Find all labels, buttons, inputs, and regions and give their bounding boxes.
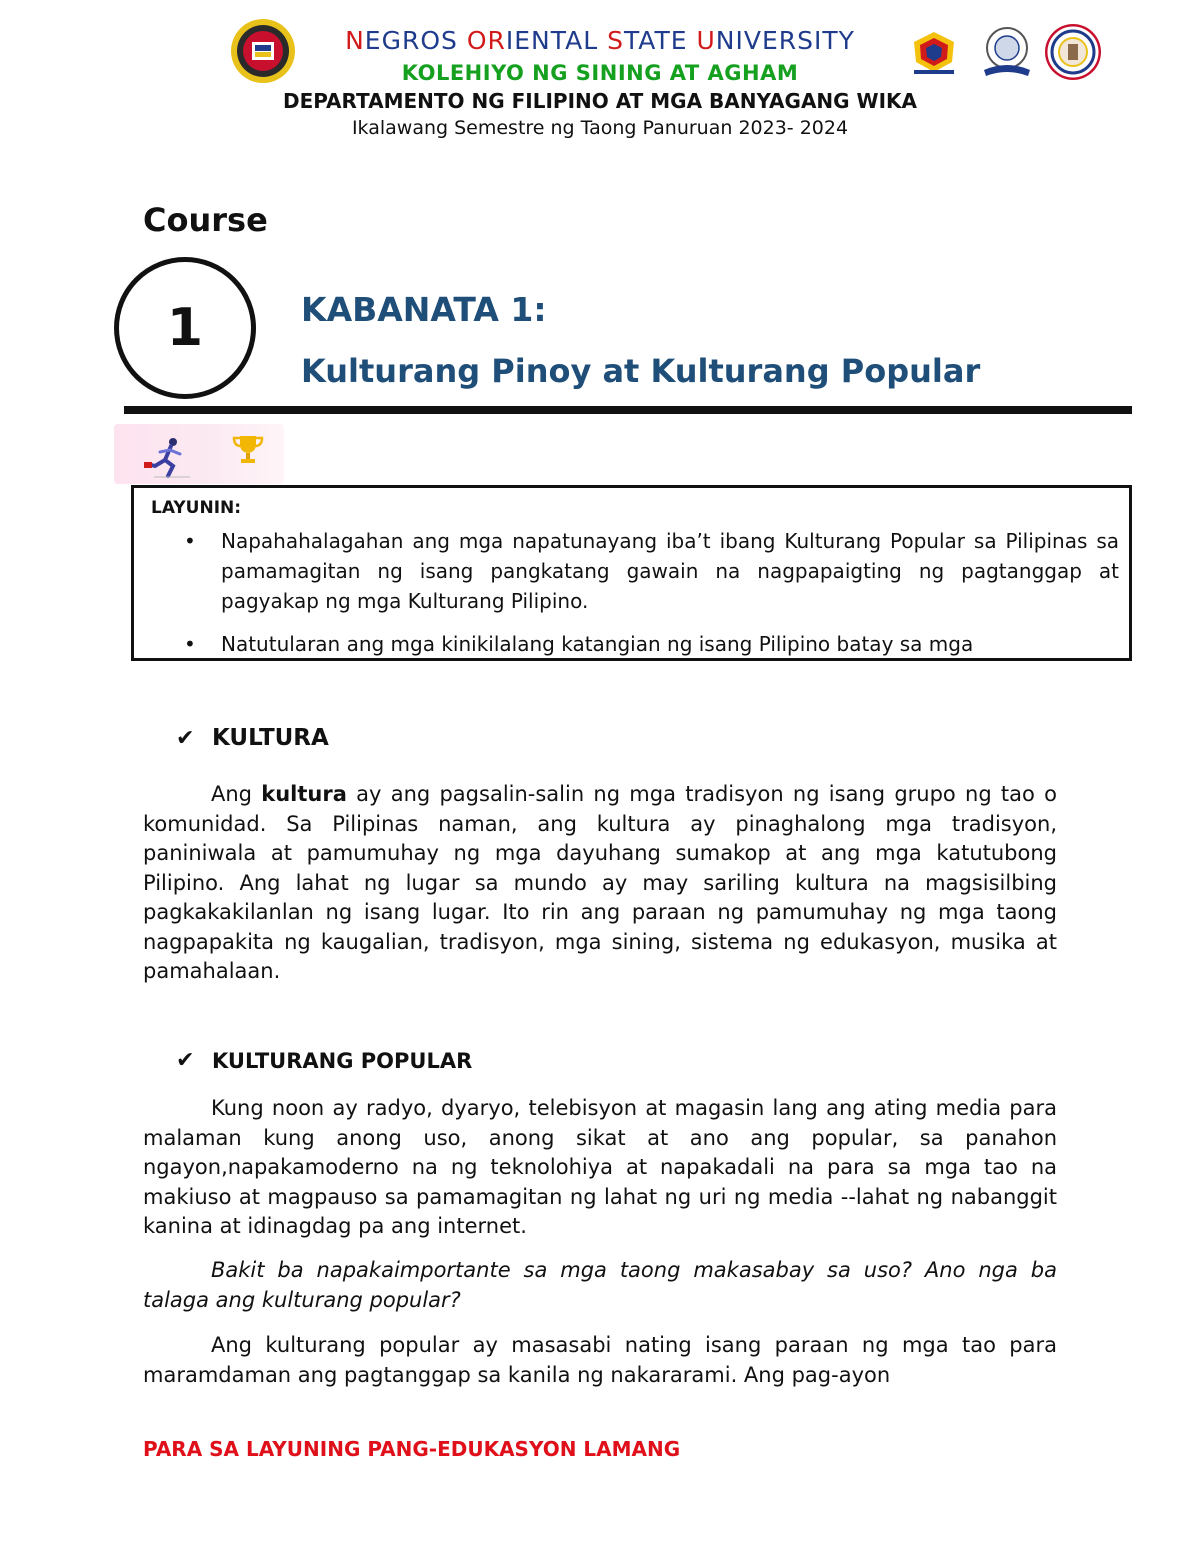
bullet-icon: • (184, 632, 196, 656)
objectives-title: LAYUNIN: (151, 498, 242, 518)
chapter-heading: KABANATA 1: (301, 290, 547, 329)
footer-notice: PARA SA LAYUNING PANG-EDUKASYON LAMANG (143, 1437, 681, 1461)
popular-paragraph-1: Kung noon ay radyo, dyaryo, telebisyon at magasin lang ang ating media para malaman kung anong uso, anong sikat at ano ang popular, sa panahon ngayon,napakamoderno na ng teknolohiya at napakadali na para sa mga tao na makiuso at magpauso sa pamamagitan ng lahat ng uri ng media --lahat ng nabanggit kanina at idinagdag pa ang internet. (143, 1096, 1057, 1238)
course-number: 1 (166, 298, 204, 358)
college-name: KOLEHIYO NG SINING AT AGHAM (401, 61, 799, 85)
section-heading-kultura: ✔ KULTURA (176, 725, 329, 751)
goal-illustration (114, 424, 284, 484)
checkmark-icon: ✔ (176, 1048, 195, 1073)
semester-label: Ikalawang Semestre ng Taong Panuruan 2023- 2024 (351, 117, 849, 139)
bullet-icon: • (184, 529, 196, 553)
checkmark-icon: ✔ (176, 725, 195, 751)
section-heading-kulturang-popular: ✔ KULTURANG POPULAR (176, 1048, 473, 1073)
chapter-title: Kulturang Pinoy at Kulturang Popular (301, 352, 981, 390)
heading-divider (124, 406, 1132, 414)
popular-question: Bakit ba napakaimportante sa mga taong makasabay sa uso? Ano nga ba talaga ang kulturang popular? (143, 1258, 1057, 1312)
trophy-icon (230, 434, 266, 466)
objective-item: • Natutularan ang mga kinikilalang katangian ng isang Pilipino batay sa mga (134, 629, 1119, 659)
objectives-box (131, 485, 1132, 661)
course-number-circle (114, 257, 256, 399)
popular-paragraph-2: Ang kulturang popular ay masasabi nating isang paraan ng mga tao para maramdaman ang pagtanggap sa kanila ng nakararami. Ang pag-ayon (143, 1333, 1057, 1387)
runner-icon (140, 436, 194, 480)
course-label: Course (143, 201, 268, 239)
university-name: NEGROS ORIENTAL STATE UNIVERSITY (345, 26, 855, 55)
objectives-list (134, 526, 1119, 661)
objective-item: • Napahahalagahan ang mga napatunayang iba’t ibang Kulturang Popular sa Pilipinas sa pamamagitan ng isang pangkatang gawain na nagpapaigting ng pagtanggap at pagyakap ng mga Kulturang Pilipino. (134, 526, 1119, 616)
department-name: DEPARTAMENTO NG FILIPINO AT MGA BANYAGANG WIKA (282, 89, 918, 113)
kultura-paragraph: Ang kultura ay ang pagsalin-salin ng mga tradisyon ng isang grupo ng tao o komunidad. Sa Pilipinas naman, ang kultura ay pinaghalong mga tradisyon, paniniwala at pamumuhay ng mga dayuhang sumakop at ang mga katutubong Pilipino. Ang lahat ng lugar sa mundo ay may sariling kultura na magsisilbing pagkakakilanlan ng isang lugar. Ito rin ang paraan ng pamumuhay ng mga taong nagpapakita ng kaugalian, tradisyon, mga sining, sistema ng edukasyon, musika at pamahalaan. (143, 782, 1057, 983)
